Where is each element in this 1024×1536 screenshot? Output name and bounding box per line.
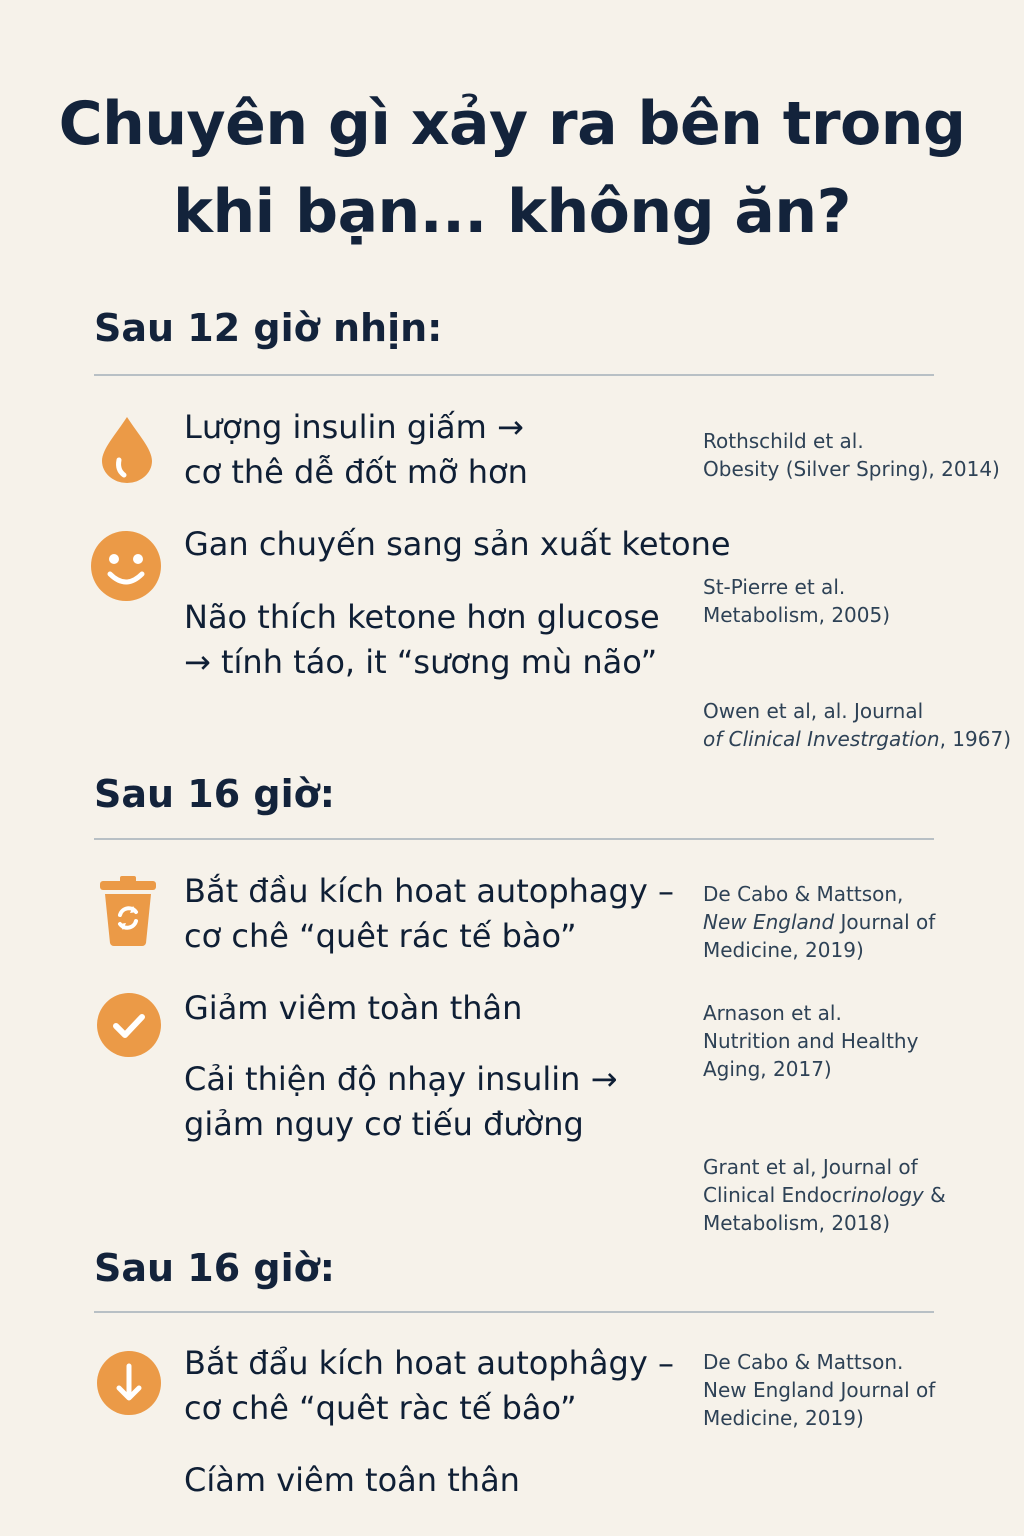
fact-line: Cải thiện độ nhạy insulin → <box>184 1060 618 1098</box>
fact-line: Lượng insulin giấm → <box>184 408 524 446</box>
citation-line: Aging, 2017) <box>703 1057 832 1081</box>
fact-text <box>184 1458 520 1503</box>
citation-line: Medicine, 2019) <box>703 938 864 962</box>
fact-text <box>184 986 522 1031</box>
section-heading-12h: Sau 12 giờ nhịn: <box>94 306 443 350</box>
page-title-line-2: khi bạn... không ăn? <box>173 177 851 247</box>
fact-line: → tính táo, it “sương mù não” <box>184 643 658 681</box>
smiley-icon <box>90 530 162 602</box>
citation-line: De Cabo & Mattson. <box>703 1350 904 1374</box>
fact-text <box>184 405 528 495</box>
citation-line <box>703 908 935 936</box>
citation <box>703 999 918 1083</box>
fact-text <box>184 595 660 685</box>
fact-line: cơ chê “quêt rác tế bào” <box>184 917 577 955</box>
citation <box>703 1153 946 1237</box>
fact-line: cơ chê “quêt ràc tế bâo” <box>184 1389 577 1427</box>
citation <box>703 1348 935 1432</box>
citation-line: Metabolism, 2018) <box>703 1211 891 1235</box>
citation <box>703 880 935 964</box>
section-heading-16h: Sau 16 giờ: <box>94 772 335 816</box>
fact-line: cơ thê dễ đốt mỡ hơn <box>184 453 528 491</box>
citation-rest: , 1967) <box>939 727 1011 751</box>
citation-line: Obesity (Silver Spring), 2014) <box>703 457 1000 481</box>
fact-line: Giảm viêm toàn thân <box>184 989 523 1027</box>
citation-italic: inology <box>850 1183 924 1207</box>
page-title <box>0 80 1024 256</box>
citation-line: Nutrition and Healthy <box>703 1029 919 1053</box>
citation <box>703 427 1000 483</box>
water-drop-icon <box>98 414 156 484</box>
citation-line: Arnason et al. <box>703 1001 842 1025</box>
citation-line: Medicine, 2019) <box>703 1406 864 1430</box>
citation-line <box>703 1181 946 1209</box>
citation-line: Grant et al, Journal of <box>703 1155 918 1179</box>
check-circle-icon <box>96 992 162 1058</box>
page-title-line-1: Chuyên gì xảy ra bên trong <box>58 89 966 159</box>
section-divider <box>94 838 934 840</box>
section-divider <box>94 374 934 376</box>
fact-line: Bắt đầu kích hoat autophagy – <box>184 872 674 910</box>
citation-line: De Cabo & Mattson, <box>703 882 904 906</box>
fact-line: giảm nguy cơ tiếu đường <box>184 1105 584 1143</box>
arrow-down-circle-icon <box>96 1350 162 1416</box>
section-divider <box>94 1311 934 1313</box>
citation-line: Rothschild et al. <box>703 429 864 453</box>
citation-start: Clinical Endocr <box>703 1183 851 1207</box>
citation-rest: Journal of <box>834 910 936 934</box>
section-heading-16h-repeat: Sau 16 giờ: <box>94 1246 335 1290</box>
fact-text <box>184 522 731 567</box>
citation-rest: & <box>923 1183 946 1207</box>
citation-italic: of Clinical Investrgation <box>703 727 940 751</box>
citation-line: Metabolism, 2005) <box>703 603 891 627</box>
citation-italic: New England <box>703 910 835 934</box>
citation-line: St-Pierre et al. <box>703 575 846 599</box>
fact-text <box>184 1057 617 1147</box>
citation-line <box>703 725 1011 753</box>
fact-text <box>184 1341 674 1431</box>
fact-text <box>184 869 674 959</box>
fact-line: Gan chuyến sang sản xuất ketone <box>184 525 731 563</box>
fact-line: Bắt đẩu kích hoat autophâgy – <box>184 1344 674 1382</box>
fact-line: Cíàm viêm toân thân <box>184 1461 520 1499</box>
recycle-bin-icon <box>98 875 158 947</box>
citation-line: Owen et al, al. Journal <box>703 699 924 723</box>
citation <box>703 697 1011 753</box>
fact-line: Não thích ketone hơn glucose <box>184 598 660 636</box>
citation <box>703 573 890 629</box>
citation-line: New England Journal of <box>703 1378 936 1402</box>
